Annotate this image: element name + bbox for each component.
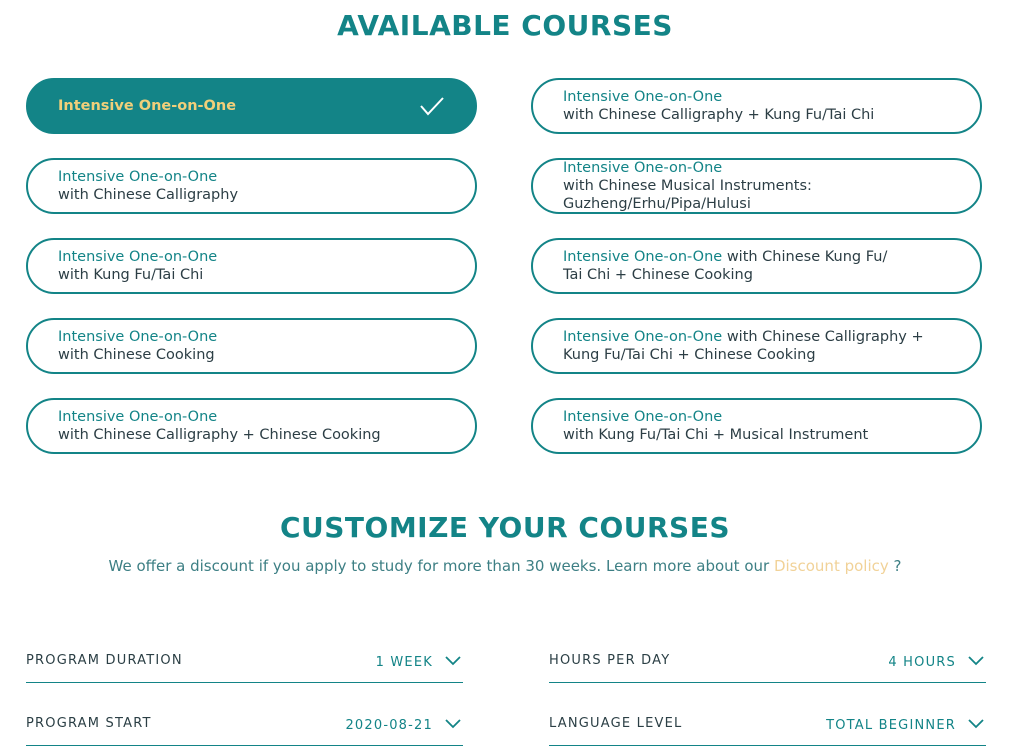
language-level-label: LANGUAGE LEVEL (549, 716, 683, 731)
program-start-label: PROGRAM START (26, 716, 152, 731)
course-card-kungfu[interactable] (26, 238, 477, 294)
course-title: Intensive One-on-One (563, 160, 723, 176)
program-start-value: 2020-08-21 (345, 718, 433, 733)
course-card-calligraphy[interactable] (26, 158, 477, 214)
course-subtitle-inline: with Chinese Calligraphy + (726, 329, 924, 345)
course-subtitle: with Chinese Musical Instruments: Guzheng/Erhu/Pipa/Hulusi (563, 178, 812, 212)
chevron-down-icon (968, 654, 984, 668)
course-title: Intensive One-on-One (563, 409, 723, 425)
course-subtitle: with Chinese Calligraphy + Chinese Cooking (58, 427, 381, 443)
course-title: Intensive One-on-One (58, 169, 218, 185)
course-card-calligraphy-kungfu[interactable] (531, 78, 982, 134)
language-level-select[interactable] (549, 716, 986, 746)
discount-text: We offer a discount if you apply to study for more than 30 weeks. Learn more about our (108, 557, 770, 575)
course-title: Intensive One-on-One (58, 249, 218, 265)
course-subtitle: with Chinese Calligraphy + Kung Fu/Tai Chi (563, 107, 875, 123)
chevron-down-icon (445, 654, 461, 668)
hours-per-day-label: HOURS PER DAY (549, 653, 671, 668)
course-title: Intensive One-on-One (58, 329, 218, 345)
course-title-line (563, 328, 980, 346)
course-title-line (563, 248, 980, 266)
course-subtitle: with Kung Fu/Tai Chi + Musical Instrument (563, 427, 869, 443)
discount-note (0, 557, 1010, 575)
course-title: Intensive One-on-One (58, 409, 218, 425)
course-title: Intensive One-on-One (563, 89, 723, 105)
chevron-down-icon (968, 717, 984, 731)
course-subtitle-inline: with Chinese Kung Fu/ (726, 249, 888, 265)
course-card-kungfu-musical[interactable] (531, 398, 982, 454)
program-duration-label: PROGRAM DURATION (26, 653, 183, 668)
course-title: Intensive One-on-One (563, 249, 723, 265)
course-card-cooking[interactable] (26, 318, 477, 374)
course-card-calligraphy-kungfu-cooking[interactable] (531, 318, 982, 374)
language-level-value: TOTAL BEGINNER (826, 718, 956, 733)
course-subtitle: Kung Fu/Tai Chi + Chinese Cooking (563, 347, 816, 363)
program-duration-select[interactable] (26, 653, 463, 683)
course-subtitle: with Chinese Calligraphy (58, 187, 239, 203)
course-subtitle: with Kung Fu/Tai Chi (58, 267, 204, 283)
courses-grid (26, 78, 986, 458)
course-title: Intensive One-on-One (58, 98, 237, 114)
hours-per-day-value: 4 HOURS (888, 655, 956, 670)
course-title: Intensive One-on-One (563, 329, 723, 345)
checkmark-icon (419, 95, 445, 117)
discount-policy-link[interactable]: Discount policy (773, 557, 889, 575)
course-card-calligraphy-cooking[interactable] (26, 398, 477, 454)
hours-per-day-select[interactable] (549, 653, 986, 683)
program-duration-value: 1 WEEK (375, 655, 433, 670)
course-card-intensive-one-on-one[interactable] (26, 78, 477, 134)
customize-courses-title: CUSTOMIZE YOUR COURSES (279, 511, 731, 544)
available-courses-title: AVAILABLE COURSES (337, 9, 673, 42)
program-start-select[interactable] (26, 716, 463, 746)
course-card-musical-instruments[interactable] (531, 158, 982, 214)
course-subtitle: Tai Chi + Chinese Cooking (563, 267, 753, 283)
course-card-kungfu-cooking[interactable] (531, 238, 982, 294)
discount-suffix: ? (888, 557, 902, 575)
course-subtitle: with Chinese Cooking (58, 347, 215, 363)
chevron-down-icon (445, 717, 461, 731)
